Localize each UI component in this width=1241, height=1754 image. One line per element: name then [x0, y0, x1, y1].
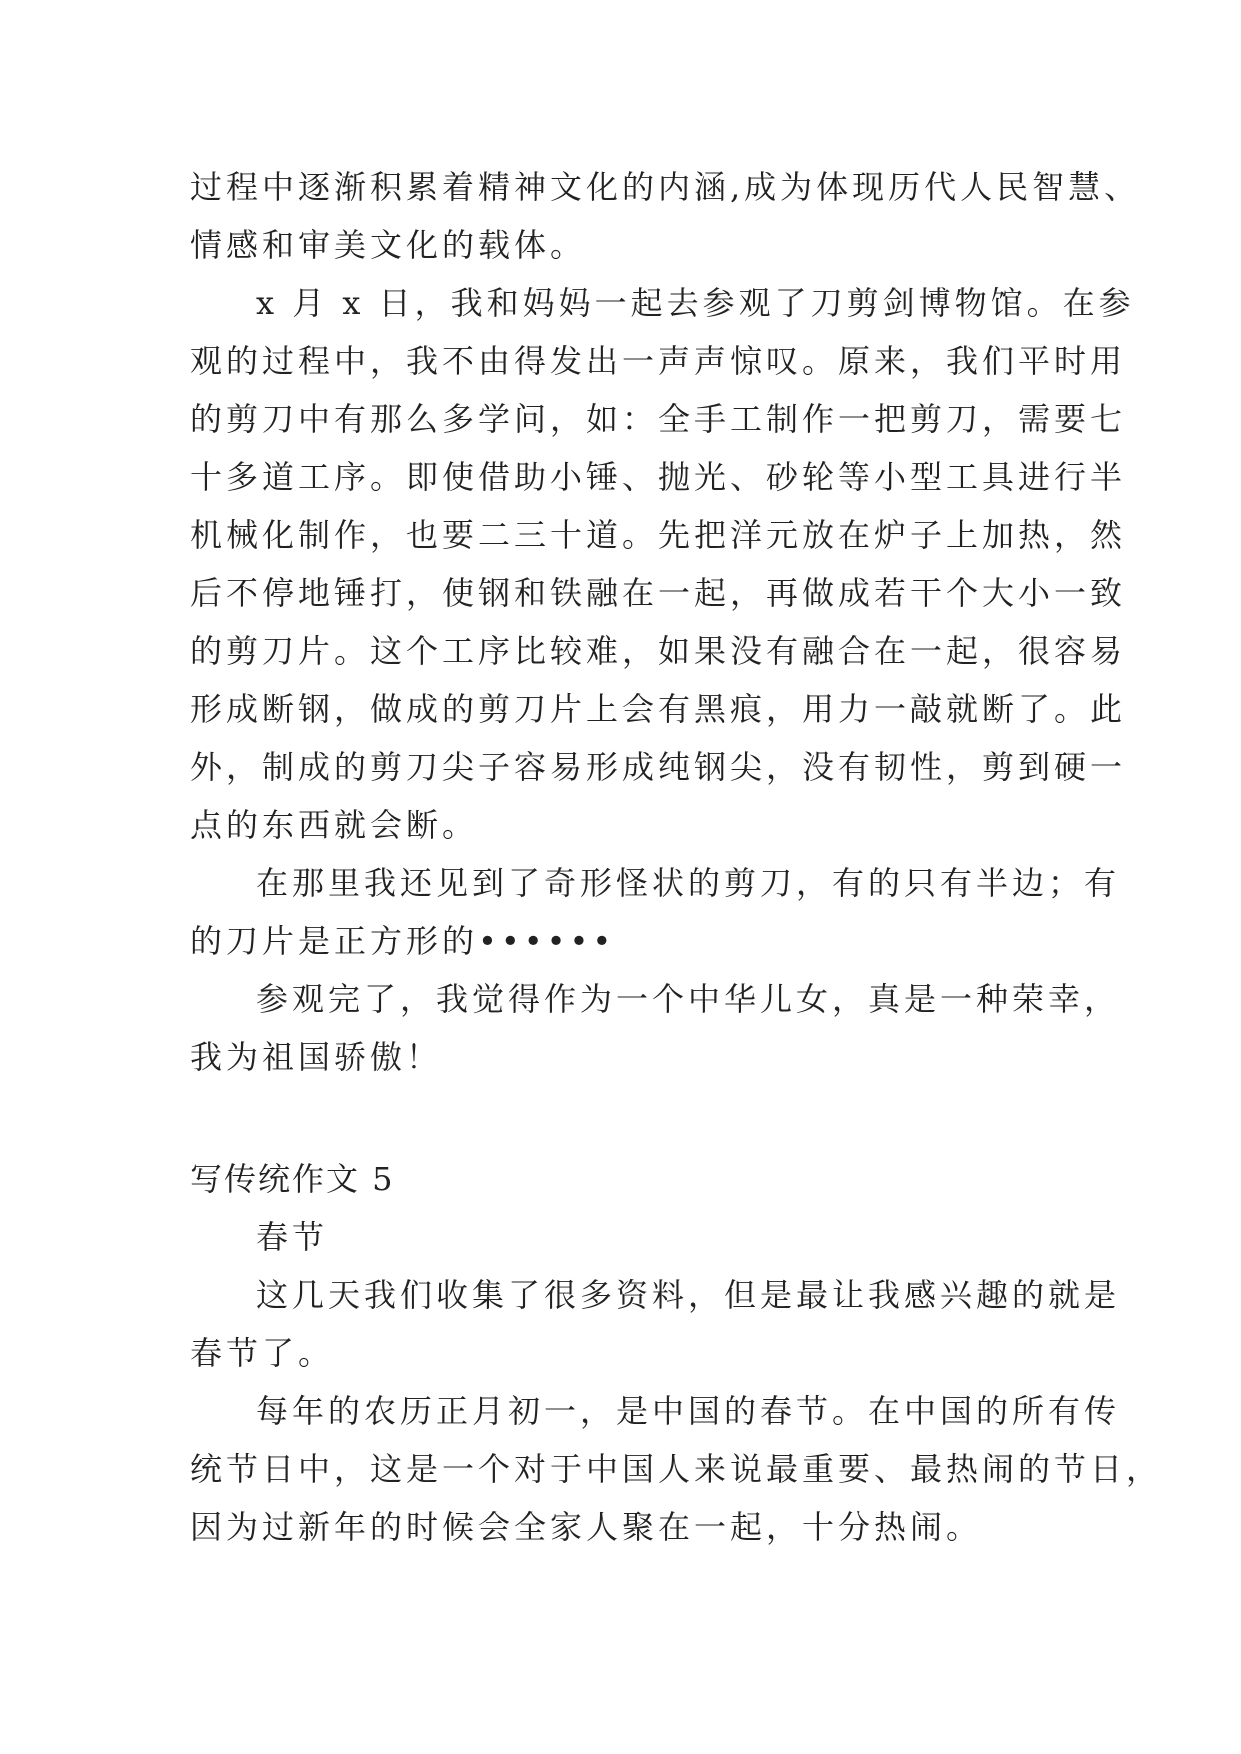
text-line: 每年的农历正月初一，是中国的春节。在中国的所有传	[256, 1392, 1121, 1430]
text-line: 后不停地锤打，使钢和铁融在一起，再做成若干个大小一致	[190, 574, 1127, 612]
text-line: 机械化制作，也要二三十道。先把洋元放在炉子上加热，然	[190, 516, 1127, 554]
text-line: 点的东西就会断。	[190, 806, 479, 844]
text-line: 情感和审美文化的载体。	[190, 226, 587, 264]
text-line: 春节了。	[190, 1334, 335, 1372]
text-line: 因为过新年的时候会全家人聚在一起，十分热闹。	[190, 1508, 983, 1546]
text-line: 形成断钢，做成的剪刀片上会有黑痕，用力一敲就断了。此	[190, 690, 1127, 728]
text-line: 十多道工序。即使借助小锤、抛光、砂轮等小型工具进行半	[190, 458, 1127, 496]
text-line: 统节日中，这是一个对于中国人来说最重要、最热闹的节日，	[190, 1450, 1163, 1488]
text-line: x 月 x 日，我和妈妈一起去参观了刀剪剑博物馆。在参	[256, 284, 1135, 322]
text-line: 在那里我还见到了奇形怪状的剪刀，有的只有半边；有	[256, 864, 1121, 902]
text-line: 外，制成的剪刀尖子容易形成纯钢尖，没有韧性，剪到硬一	[190, 748, 1127, 786]
text-line: 这几天我们收集了很多资料，但是最让我感兴趣的就是	[256, 1276, 1121, 1314]
text-line: 的剪刀中有那么多学问，如：全手工制作一把剪刀，需要七	[190, 400, 1127, 438]
text-line: 春节	[256, 1218, 329, 1256]
text-line: 的刀片是正方形的••••••	[190, 922, 616, 960]
text-line: 我为祖国骄傲！	[190, 1038, 443, 1076]
text-line: 的剪刀片。这个工序比较难，如果没有融合在一起，很容易	[190, 632, 1127, 670]
text-line: 观的过程中，我不由得发出一声声惊叹。原来，我们平时用	[190, 342, 1127, 380]
text-line: 过程中逐渐积累着精神文化的内涵,成为体现历代人民智慧、	[190, 168, 1141, 206]
section-title: 写传统作文 5	[190, 1160, 395, 1198]
document-body	[190, 158, 1163, 1556]
text-line: 参观完了，我觉得作为一个中华儿女，真是一种荣幸，	[256, 980, 1121, 1018]
